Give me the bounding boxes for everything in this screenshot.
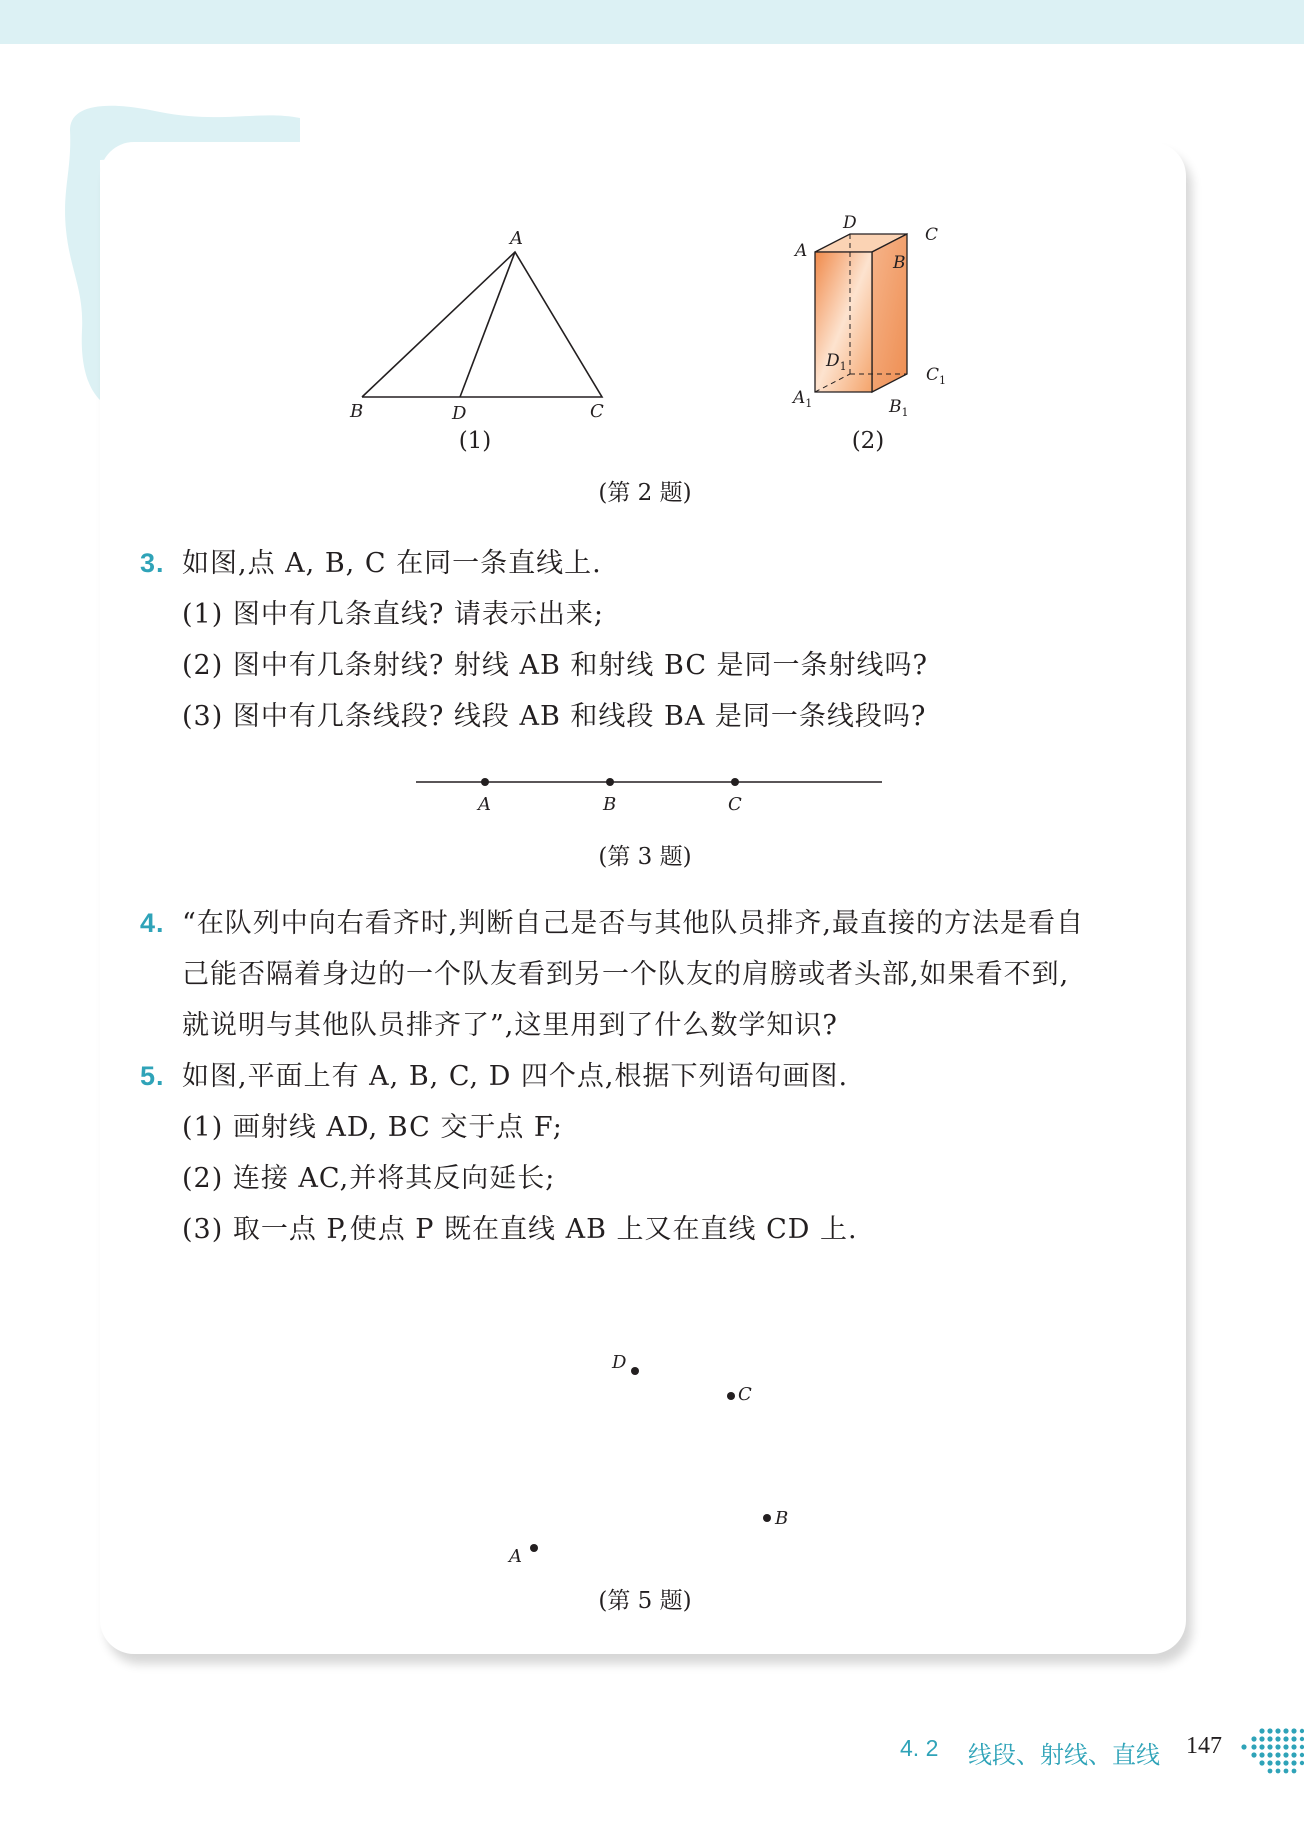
cuboid-label-d: D [843, 213, 857, 233]
dot-grid-decoration [1240, 1727, 1304, 1775]
question-4-line-2: 己能否隔着身边的一个队友看到另一个队友的肩膀或者头部,如果看不到, [182, 959, 1070, 990]
figure2-sub2-label: (2) [851, 428, 885, 454]
line-figure [410, 770, 890, 830]
footer-section-number: 4. 2 [900, 1735, 939, 1761]
triangle-label-b: B [350, 401, 364, 422]
question-3-item-2: (2) 图中有几条射线? 射线 AB 和射线 BC 是同一条射线吗? [182, 650, 929, 681]
question-3-number: 3. [140, 548, 165, 578]
cuboid-figure [780, 212, 970, 422]
point-label-a: A [509, 1546, 522, 1567]
question-3-text: 如图,点 A, B, C 在同一条直线上. [182, 548, 602, 579]
figure3-caption: (第 3 题) [598, 844, 692, 870]
page-number: 147 [1186, 1733, 1222, 1759]
question-4-text-1: “在队列中向右看齐时,判断自己是否与其他队员排齐,最直接的方法是看自 [182, 908, 1084, 939]
question-5-stem [140, 1051, 848, 1102]
footer-section-title: 线段、射线、直线 [968, 1742, 1160, 1769]
cuboid-label-b: B [893, 253, 906, 273]
question-3-item-1: (1) 图中有几条直线? 请表示出来; [182, 599, 604, 630]
triangle-label-c: C [590, 401, 604, 422]
line-label-c: C [728, 794, 742, 815]
question-5-item-2: (2) 连接 AC,并将其反向延长; [182, 1163, 556, 1194]
figure2-sub1-label: (1) [458, 428, 492, 454]
question-4-number: 4. [140, 908, 165, 938]
question-4-line-3: 就说明与其他队员排齐了”,这里用到了什么数学知识? [182, 1010, 838, 1041]
figure5-caption: (第 5 题) [598, 1588, 692, 1614]
cuboid-label-c: C [925, 225, 939, 245]
question-5-text: 如图,平面上有 A, B, C, D 四个点,根据下列语句画图. [182, 1061, 849, 1092]
point-label-b: B [775, 1508, 789, 1529]
cuboid-label-c1: $C_1$ [926, 365, 947, 387]
figure2-caption: (第 2 题) [598, 480, 692, 506]
triangle-figure [340, 220, 640, 430]
line-label-a: A [478, 794, 491, 815]
question-5-number: 5. [140, 1061, 165, 1091]
triangle-label-d: D [452, 403, 467, 424]
cuboid-label-d1: $D_1$ [826, 351, 847, 373]
line-label-b: B [603, 794, 617, 815]
cuboid-label-a: A [795, 241, 808, 261]
cuboid-label-a1: $A_1$ [793, 388, 813, 410]
question-5-item-3: (3) 取一点 P,使点 P 既在直线 AB 上又在直线 CD 上. [182, 1214, 858, 1245]
question-3-stem [140, 538, 602, 589]
triangle-label-a: A [510, 228, 523, 249]
point-label-c: C [738, 1384, 752, 1405]
question-3-item-3: (3) 图中有几条线段? 线段 AB 和线段 BA 是同一条线段吗? [182, 701, 927, 732]
point-label-d: D [612, 1352, 627, 1373]
points-figure [480, 1330, 820, 1580]
question-4-line-1 [140, 898, 1084, 949]
question-5-item-1: (1) 画射线 AD, BC 交于点 F; [182, 1112, 563, 1143]
cuboid-label-b1: $B_1$ [889, 397, 909, 419]
